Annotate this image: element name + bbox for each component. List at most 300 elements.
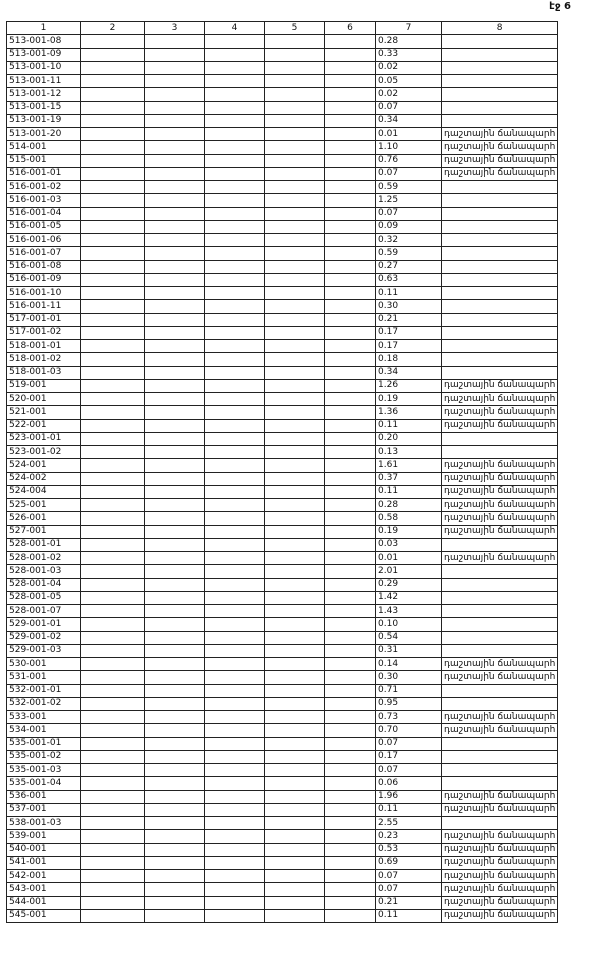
note-cell bbox=[442, 817, 558, 830]
table-row bbox=[7, 48, 558, 61]
empty-cell bbox=[81, 353, 145, 366]
table-row bbox=[7, 512, 558, 525]
empty-cell bbox=[145, 790, 205, 803]
empty-cell bbox=[265, 684, 325, 697]
note-cell bbox=[442, 565, 558, 578]
header-cell-7: 7 bbox=[376, 22, 442, 35]
empty-cell bbox=[265, 167, 325, 180]
parcel-id-cell: 524-002 bbox=[7, 472, 81, 485]
note-cell: դաշտային ճանապարհ bbox=[442, 790, 558, 803]
empty-cell bbox=[325, 552, 376, 565]
parcel-id-cell: 524-004 bbox=[7, 485, 81, 498]
table-row bbox=[7, 114, 558, 127]
empty-cell bbox=[325, 260, 376, 273]
empty-cell bbox=[81, 618, 145, 631]
parcel-id-cell: 513-001-15 bbox=[7, 101, 81, 114]
header-cell-2: 2 bbox=[81, 22, 145, 35]
table-row bbox=[7, 485, 558, 498]
table-row bbox=[7, 605, 558, 618]
parcel-id-cell: 518-001-02 bbox=[7, 353, 81, 366]
table-row bbox=[7, 552, 558, 565]
note-cell: դաշտային ճանապարհ bbox=[442, 141, 558, 154]
area-value-cell: 0.19 bbox=[376, 525, 442, 538]
empty-cell bbox=[145, 711, 205, 724]
empty-cell bbox=[205, 777, 265, 790]
empty-cell bbox=[145, 366, 205, 379]
empty-cell bbox=[325, 750, 376, 763]
area-value-cell: 1.42 bbox=[376, 591, 442, 604]
empty-cell bbox=[81, 578, 145, 591]
empty-cell bbox=[145, 658, 205, 671]
note-cell bbox=[442, 287, 558, 300]
empty-cell bbox=[265, 631, 325, 644]
empty-cell bbox=[265, 353, 325, 366]
note-cell: դաշտային ճանապարհ bbox=[442, 512, 558, 525]
parcel-id-cell: 513-001-20 bbox=[7, 128, 81, 141]
parcel-id-cell: 513-001-10 bbox=[7, 61, 81, 74]
empty-cell bbox=[205, 909, 265, 922]
empty-cell bbox=[81, 711, 145, 724]
empty-cell bbox=[205, 591, 265, 604]
page-number: էջ 6 bbox=[549, 1, 571, 12]
area-value-cell: 0.07 bbox=[376, 101, 442, 114]
empty-cell bbox=[81, 260, 145, 273]
empty-cell bbox=[265, 830, 325, 843]
empty-cell bbox=[265, 883, 325, 896]
empty-cell bbox=[81, 273, 145, 286]
parcel-id-cell: 534-001 bbox=[7, 724, 81, 737]
empty-cell bbox=[265, 326, 325, 339]
parcel-id-cell: 513-001-11 bbox=[7, 75, 81, 88]
parcel-id-cell: 535-001-03 bbox=[7, 764, 81, 777]
empty-cell bbox=[205, 101, 265, 114]
table-row bbox=[7, 697, 558, 710]
parcel-id-cell: 537-001 bbox=[7, 803, 81, 816]
parcel-id-cell: 532-001-01 bbox=[7, 684, 81, 697]
note-cell: դաշտային ճանապարհ bbox=[442, 406, 558, 419]
table-row bbox=[7, 472, 558, 485]
table-row bbox=[7, 618, 558, 631]
area-value-cell: 0.34 bbox=[376, 366, 442, 379]
empty-cell bbox=[265, 658, 325, 671]
note-cell: դաշտային ճանապարհ bbox=[442, 525, 558, 538]
empty-cell bbox=[81, 432, 145, 445]
empty-cell bbox=[325, 353, 376, 366]
empty-cell bbox=[145, 578, 205, 591]
empty-cell bbox=[145, 154, 205, 167]
parcel-id-cell: 513-001-08 bbox=[7, 35, 81, 48]
empty-cell bbox=[81, 737, 145, 750]
note-cell: դաշտային ճանապարհ bbox=[442, 393, 558, 406]
parcel-id-cell: 516-001-08 bbox=[7, 260, 81, 273]
note-cell bbox=[442, 591, 558, 604]
table-row bbox=[7, 631, 558, 644]
empty-cell bbox=[145, 379, 205, 392]
table-row bbox=[7, 446, 558, 459]
table-row bbox=[7, 591, 558, 604]
parcel-id-cell: 529-001-03 bbox=[7, 644, 81, 657]
empty-cell bbox=[145, 326, 205, 339]
empty-cell bbox=[205, 618, 265, 631]
area-value-cell: 0.33 bbox=[376, 48, 442, 61]
empty-cell bbox=[81, 552, 145, 565]
table-row bbox=[7, 379, 558, 392]
area-value-cell: 0.37 bbox=[376, 472, 442, 485]
table-row bbox=[7, 194, 558, 207]
parcel-id-cell: 528-001-03 bbox=[7, 565, 81, 578]
area-value-cell: 0.54 bbox=[376, 631, 442, 644]
note-cell: դաշտային ճանապարհ bbox=[442, 419, 558, 432]
note-cell bbox=[442, 764, 558, 777]
note-cell bbox=[442, 260, 558, 273]
note-cell bbox=[442, 313, 558, 326]
area-value-cell: 0.18 bbox=[376, 353, 442, 366]
parcel-id-cell: 540-001 bbox=[7, 843, 81, 856]
note-cell bbox=[442, 207, 558, 220]
empty-cell bbox=[325, 114, 376, 127]
empty-cell bbox=[325, 909, 376, 922]
empty-cell bbox=[325, 61, 376, 74]
empty-cell bbox=[265, 260, 325, 273]
empty-cell bbox=[205, 234, 265, 247]
note-cell bbox=[442, 538, 558, 551]
parcel-id-cell: 535-001-01 bbox=[7, 737, 81, 750]
empty-cell bbox=[325, 618, 376, 631]
note-cell: դաշտային ճանապարհ bbox=[442, 843, 558, 856]
table-row bbox=[7, 326, 558, 339]
empty-cell bbox=[145, 220, 205, 233]
table-row bbox=[7, 883, 558, 896]
empty-cell bbox=[81, 538, 145, 551]
empty-cell bbox=[205, 711, 265, 724]
parcel-id-cell: 523-001-02 bbox=[7, 446, 81, 459]
empty-cell bbox=[325, 525, 376, 538]
table-row bbox=[7, 764, 558, 777]
empty-cell bbox=[325, 406, 376, 419]
note-cell bbox=[442, 697, 558, 710]
note-cell bbox=[442, 273, 558, 286]
empty-cell bbox=[265, 181, 325, 194]
note-cell: դաշտային ճանապարհ bbox=[442, 552, 558, 565]
empty-cell bbox=[205, 817, 265, 830]
note-cell bbox=[442, 777, 558, 790]
empty-cell bbox=[145, 167, 205, 180]
parcel-id-cell: 526-001 bbox=[7, 512, 81, 525]
empty-cell bbox=[81, 591, 145, 604]
empty-cell bbox=[81, 75, 145, 88]
empty-cell bbox=[265, 525, 325, 538]
parcel-id-cell: 545-001 bbox=[7, 909, 81, 922]
empty-cell bbox=[81, 790, 145, 803]
empty-cell bbox=[325, 658, 376, 671]
empty-cell bbox=[145, 605, 205, 618]
parcel-id-cell: 516-001-10 bbox=[7, 287, 81, 300]
note-cell bbox=[442, 432, 558, 445]
empty-cell bbox=[265, 724, 325, 737]
empty-cell bbox=[145, 459, 205, 472]
empty-cell bbox=[205, 181, 265, 194]
empty-cell bbox=[81, 658, 145, 671]
empty-cell bbox=[265, 48, 325, 61]
empty-cell bbox=[205, 141, 265, 154]
empty-cell bbox=[325, 485, 376, 498]
empty-cell bbox=[145, 538, 205, 551]
empty-cell bbox=[145, 419, 205, 432]
empty-cell bbox=[265, 538, 325, 551]
empty-cell bbox=[205, 737, 265, 750]
empty-cell bbox=[145, 35, 205, 48]
area-value-cell: 0.69 bbox=[376, 856, 442, 869]
empty-cell bbox=[265, 379, 325, 392]
empty-cell bbox=[81, 803, 145, 816]
parcel-id-cell: 535-001-02 bbox=[7, 750, 81, 763]
area-value-cell: 0.30 bbox=[376, 671, 442, 684]
empty-cell bbox=[81, 631, 145, 644]
empty-cell bbox=[145, 393, 205, 406]
empty-cell bbox=[325, 764, 376, 777]
empty-cell bbox=[81, 114, 145, 127]
table-row bbox=[7, 287, 558, 300]
empty-cell bbox=[145, 114, 205, 127]
empty-cell bbox=[205, 432, 265, 445]
empty-cell bbox=[145, 697, 205, 710]
table-row bbox=[7, 207, 558, 220]
table-row bbox=[7, 154, 558, 167]
note-cell: դաշտային ճանապարհ bbox=[442, 499, 558, 512]
empty-cell bbox=[81, 459, 145, 472]
empty-cell bbox=[145, 432, 205, 445]
note-cell: դաշտային ճանապարհ bbox=[442, 803, 558, 816]
empty-cell bbox=[325, 697, 376, 710]
table-row bbox=[7, 406, 558, 419]
parcel-id-cell: 513-001-09 bbox=[7, 48, 81, 61]
empty-cell bbox=[265, 843, 325, 856]
empty-cell bbox=[81, 671, 145, 684]
area-value-cell: 0.06 bbox=[376, 777, 442, 790]
header-row bbox=[7, 22, 558, 35]
parcel-id-cell: 516-001-02 bbox=[7, 181, 81, 194]
empty-cell bbox=[81, 313, 145, 326]
empty-cell bbox=[205, 644, 265, 657]
empty-cell bbox=[205, 61, 265, 74]
note-cell bbox=[442, 234, 558, 247]
empty-cell bbox=[325, 300, 376, 313]
empty-cell bbox=[265, 909, 325, 922]
empty-cell bbox=[145, 896, 205, 909]
empty-cell bbox=[325, 194, 376, 207]
empty-cell bbox=[145, 817, 205, 830]
table-row bbox=[7, 141, 558, 154]
table-row bbox=[7, 856, 558, 869]
note-cell bbox=[442, 88, 558, 101]
empty-cell bbox=[81, 234, 145, 247]
parcel-id-cell: 536-001 bbox=[7, 790, 81, 803]
empty-cell bbox=[265, 393, 325, 406]
empty-cell bbox=[81, 512, 145, 525]
empty-cell bbox=[145, 803, 205, 816]
empty-cell bbox=[81, 499, 145, 512]
empty-cell bbox=[325, 393, 376, 406]
parcel-id-cell: 521-001 bbox=[7, 406, 81, 419]
header-cell-4: 4 bbox=[205, 22, 265, 35]
table-row bbox=[7, 578, 558, 591]
empty-cell bbox=[205, 658, 265, 671]
empty-cell bbox=[265, 764, 325, 777]
empty-cell bbox=[205, 552, 265, 565]
empty-cell bbox=[145, 499, 205, 512]
empty-cell bbox=[265, 61, 325, 74]
table-row bbox=[7, 353, 558, 366]
parcel-id-cell: 513-001-12 bbox=[7, 88, 81, 101]
area-value-cell: 0.05 bbox=[376, 75, 442, 88]
empty-cell bbox=[205, 856, 265, 869]
empty-cell bbox=[265, 803, 325, 816]
empty-cell bbox=[81, 207, 145, 220]
empty-cell bbox=[325, 181, 376, 194]
table-row bbox=[7, 313, 558, 326]
table-row bbox=[7, 234, 558, 247]
empty-cell bbox=[325, 379, 376, 392]
empty-cell bbox=[205, 684, 265, 697]
note-cell: դաշտային ճանապարհ bbox=[442, 128, 558, 141]
empty-cell bbox=[325, 578, 376, 591]
empty-cell bbox=[265, 300, 325, 313]
empty-cell bbox=[145, 207, 205, 220]
area-value-cell: 0.27 bbox=[376, 260, 442, 273]
empty-cell bbox=[325, 870, 376, 883]
empty-cell bbox=[81, 220, 145, 233]
area-value-cell: 0.07 bbox=[376, 870, 442, 883]
empty-cell bbox=[205, 724, 265, 737]
empty-cell bbox=[145, 856, 205, 869]
empty-cell bbox=[205, 88, 265, 101]
parcel-id-cell: 518-001-01 bbox=[7, 340, 81, 353]
note-cell bbox=[442, 326, 558, 339]
empty-cell bbox=[325, 35, 376, 48]
area-value-cell: 0.31 bbox=[376, 644, 442, 657]
parcel-id-cell: 515-001 bbox=[7, 154, 81, 167]
empty-cell bbox=[265, 565, 325, 578]
empty-cell bbox=[325, 684, 376, 697]
empty-cell bbox=[325, 737, 376, 750]
parcel-id-cell: 528-001-04 bbox=[7, 578, 81, 591]
empty-cell bbox=[265, 88, 325, 101]
empty-cell bbox=[81, 870, 145, 883]
note-cell bbox=[442, 300, 558, 313]
empty-cell bbox=[145, 909, 205, 922]
empty-cell bbox=[205, 883, 265, 896]
note-cell: դաշտային ճանապարհ bbox=[442, 830, 558, 843]
empty-cell bbox=[205, 830, 265, 843]
parcel-id-cell: 538-001-03 bbox=[7, 817, 81, 830]
note-cell: դաշտային ճանապարհ bbox=[442, 870, 558, 883]
parcel-id-cell: 518-001-03 bbox=[7, 366, 81, 379]
empty-cell bbox=[205, 538, 265, 551]
table-row bbox=[7, 671, 558, 684]
empty-cell bbox=[265, 366, 325, 379]
table-row bbox=[7, 750, 558, 763]
table-row bbox=[7, 843, 558, 856]
empty-cell bbox=[81, 525, 145, 538]
empty-cell bbox=[81, 883, 145, 896]
table-row bbox=[7, 870, 558, 883]
area-value-cell: 0.07 bbox=[376, 207, 442, 220]
empty-cell bbox=[205, 565, 265, 578]
table-row bbox=[7, 88, 558, 101]
empty-cell bbox=[205, 75, 265, 88]
empty-cell bbox=[205, 512, 265, 525]
empty-cell bbox=[81, 35, 145, 48]
table-row bbox=[7, 340, 558, 353]
empty-cell bbox=[325, 154, 376, 167]
empty-cell bbox=[325, 446, 376, 459]
note-cell bbox=[442, 48, 558, 61]
table-row bbox=[7, 644, 558, 657]
empty-cell bbox=[81, 300, 145, 313]
empty-cell bbox=[325, 432, 376, 445]
parcel-id-cell: 513-001-19 bbox=[7, 114, 81, 127]
table-row bbox=[7, 684, 558, 697]
table-row bbox=[7, 790, 558, 803]
parcel-id-cell: 531-001 bbox=[7, 671, 81, 684]
table-row bbox=[7, 75, 558, 88]
parcel-id-cell: 522-001 bbox=[7, 419, 81, 432]
note-cell bbox=[442, 644, 558, 657]
header-cell-6: 6 bbox=[325, 22, 376, 35]
empty-cell bbox=[145, 446, 205, 459]
empty-cell bbox=[325, 167, 376, 180]
empty-cell bbox=[325, 724, 376, 737]
table-row bbox=[7, 909, 558, 922]
parcel-id-cell: 530-001 bbox=[7, 658, 81, 671]
empty-cell bbox=[145, 273, 205, 286]
empty-cell bbox=[81, 909, 145, 922]
note-cell bbox=[442, 220, 558, 233]
empty-cell bbox=[81, 247, 145, 260]
empty-cell bbox=[205, 406, 265, 419]
parcel-id-cell: 542-001 bbox=[7, 870, 81, 883]
empty-cell bbox=[265, 75, 325, 88]
note-cell: դաշտային ճանապարհ bbox=[442, 485, 558, 498]
empty-cell bbox=[205, 114, 265, 127]
parcel-id-cell: 519-001 bbox=[7, 379, 81, 392]
empty-cell bbox=[325, 247, 376, 260]
empty-cell bbox=[81, 724, 145, 737]
note-cell: դաշտային ճանապարհ bbox=[442, 154, 558, 167]
empty-cell bbox=[325, 75, 376, 88]
empty-cell bbox=[265, 591, 325, 604]
empty-cell bbox=[205, 605, 265, 618]
area-value-cell: 0.01 bbox=[376, 552, 442, 565]
empty-cell bbox=[205, 207, 265, 220]
parcel-id-cell: 528-001-07 bbox=[7, 605, 81, 618]
empty-cell bbox=[325, 671, 376, 684]
empty-cell bbox=[205, 764, 265, 777]
area-value-cell: 0.59 bbox=[376, 181, 442, 194]
empty-cell bbox=[145, 472, 205, 485]
empty-cell bbox=[205, 260, 265, 273]
area-value-cell: 0.13 bbox=[376, 446, 442, 459]
empty-cell bbox=[205, 870, 265, 883]
parcel-id-cell: 520-001 bbox=[7, 393, 81, 406]
area-value-cell: 0.07 bbox=[376, 167, 442, 180]
table-row bbox=[7, 220, 558, 233]
area-value-cell: 2.01 bbox=[376, 565, 442, 578]
parcel-id-cell: 514-001 bbox=[7, 141, 81, 154]
empty-cell bbox=[205, 326, 265, 339]
empty-cell bbox=[325, 88, 376, 101]
area-value-cell: 0.28 bbox=[376, 499, 442, 512]
